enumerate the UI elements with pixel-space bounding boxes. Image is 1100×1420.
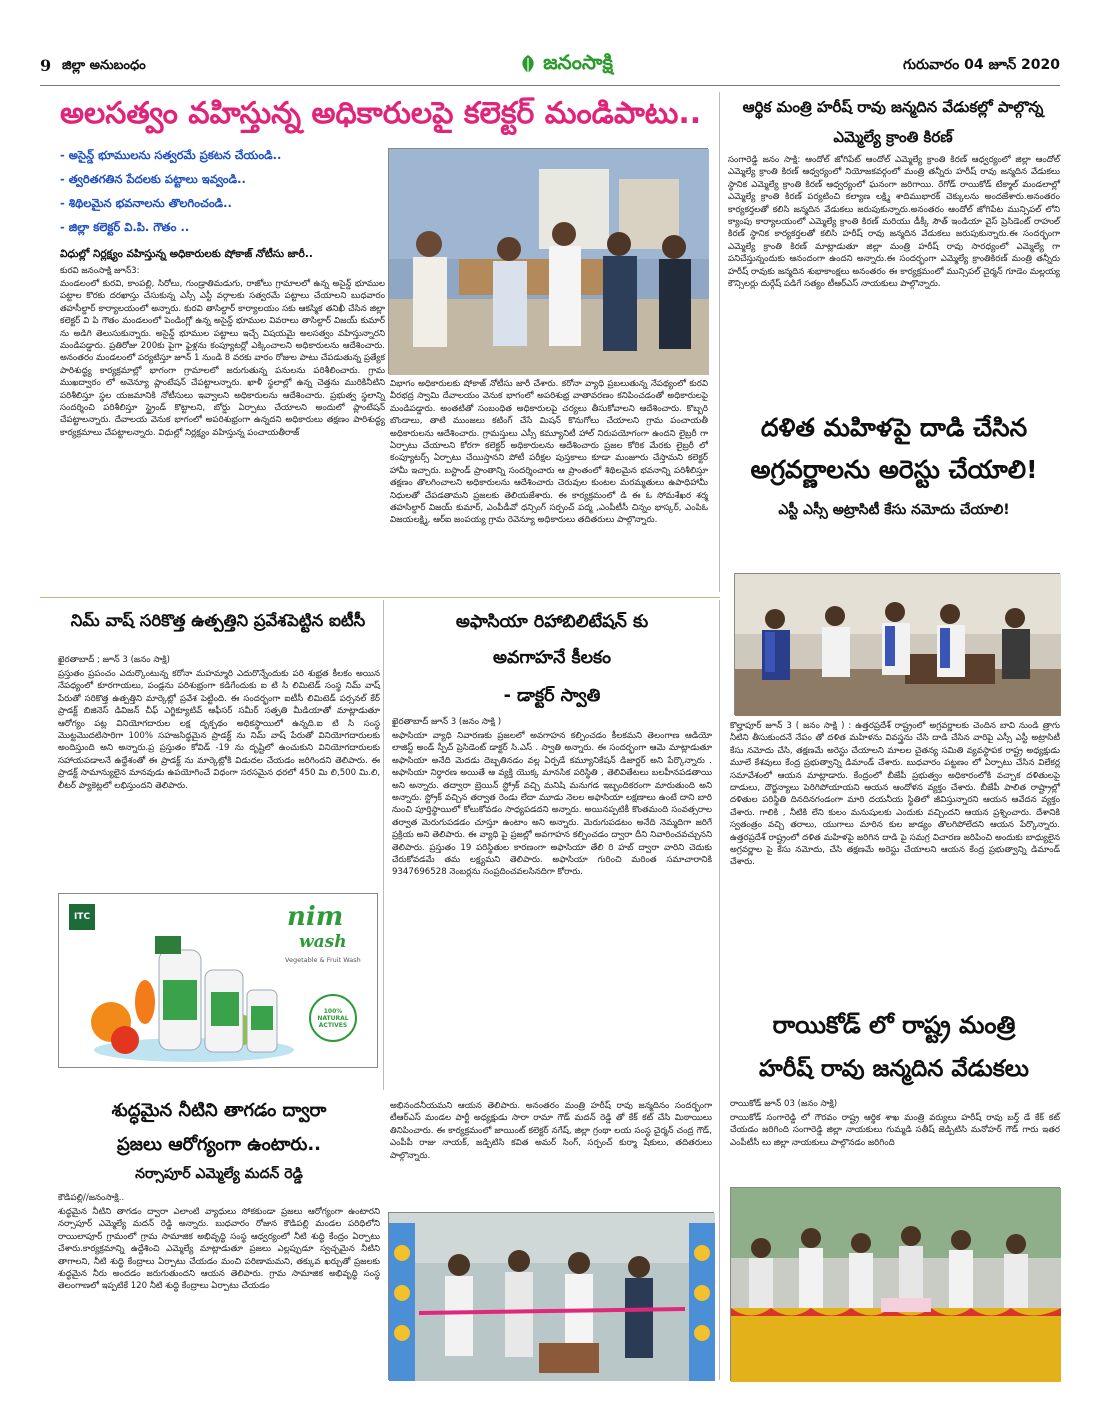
dalitha-headline-line2: అగ్రవర్ణాలను అరెస్టు చేయాలి! xyxy=(750,455,1038,484)
nimwash-headline: నిమ్ వాష్ సరికొత్త ఉత్పత్తిని ప్రవేశపెట్టిన ఐటీసీ xyxy=(70,611,366,630)
water-headline-line3: నర్సాపూర్ ఎమ్మెల్యే మదన్ రెడ్డి xyxy=(135,1166,303,1182)
section-title: జిల్లా అనుబంధం xyxy=(62,58,146,73)
celebration-photo-illustration xyxy=(731,1188,1061,1382)
ad-brand-line2: wash xyxy=(299,932,347,952)
water-body-left: శుద్ధమైన నీటిని తాగడం ద్వారా ఎలాంటి వ్యాధులు సోకకుండా ప్రజలు ఆరోగ్యంగా ఉంటారని నర్సాపూర్ ఎమ్మెల్యే మదన్ రెడ్డి అన్నారు. బుధవారం రోజున కౌడిపల్లి మండల పరిధిలోని రాయిలాపూర్ గ్రామంలో గ్రామ సామాజిక అభివృద్ధి సంస్థ ఆధ్వర్యంలో నీటి శుద్ధి కేంద్రం ఏర్పాటు చేశారు.కార్యక్రమాన్ని ఉద్దేశించి ఎమ్మెల్యే మాట్లాడుతూ ప్రజలు ఎల్లప్పుడూ స్వచ్ఛమైన నీటిని తాగాలని, నీటి శుద్ధి కేంద్రాలు ఏర్పాటు చేయడం మంచి పరిణామమని, తక్కువ ఖర్చుతో ప్రజలకు శుద్ధమైన నీరు అందడం జరుగుతుందని ఆయన తెలిపారు. గ్రామ సామాజిక అభివృద్ధి సంస్థ తెలంగాణలో ఇప్పటికే 120 నీటి శుద్ధి కేంద్రాలు ఏర్పాటు చేయడం xyxy=(58,1207,383,1292)
aphasia-body: అఫాసియా వ్యాధి నివారణకు ప్రజలలో అవగాహన కల్పించడం కీలకమని తెలంగాణ ఆడియో లాజిస్ట్ అండ్ స్పీచ్ ప్రెసిడెంట్ డాక్టర్ సి.ఎస్ . స్వాతి అన్నారు. ఈ సందర్భంగా ఆమె మాట్లాడుతూ అఫాసియా అనేది మెదడు దెబ్బతినడం వల్ల ఏర్పడే కమ్యూనికేషన్ డిజార్డర్ అని పేర్కొన్నారు . అఫాసియా నిర్ధారణ అయితే ఆ వ్యక్తి యొక్క మానసిక పరిస్థితి , తెలివితేటలు బలహీనపడతాయి అని అన్నారు. తద్వారా బ్రెయిన్ స్ట్రోక్ వచ్చి మనిషి మనుగడ ఇబ్బందికరంగా మారుతుంది అని అన్నారు. స్ట్రోక్ వచ్చిన తర్వాత రెండు లేదా మూడు నెలల అఫాసియా లక్షణాలు ఉంటే దాని బారి నుంచి పూర్తిస్థాయిలో కోలుకోవడం సాధ్యపడదని అన్నారు. అయినప్పటికీ కొంతమంది సంవత్సరాల తర్వాత మెరుగుపడడం చూస్తూ ఉంటాం అని అన్నారు. మెరుగుపడటం అనేది నెమ్మదిగా జరిగే ప్రక్రియ అని తెలిపారు. ఈ వ్యాధి పై ప్రజల్లో అవగాహన కల్పించడం ద్వారా దీని నివారించవచ్చునని తెలిపారు. ప్రస్తుతం 19 పరిస్థితుల కారణంగా అఫాసియా తేలి రి హబ్ ద్వారా వారిని చెదుకు చేరుకోవడమే తమ లక్ష్యమని తెలిపారు. అఫాసియా గురించి మరింత సమాచారానికి 9347696528 నెంబర్లను సంప్రదించవలసినదిగా కోరారు. xyxy=(392,731,715,878)
water-inauguration-photo xyxy=(388,1212,714,1380)
raikode-celebration-photo xyxy=(730,1187,1060,1381)
collector-body-left: మండలంలో కురవి, కాంపల్లి, సిరోలు, గుండ్రాతిమడుగు, రాజోలు గ్రామాలలో ఉన్న అసైన్డ్ భూముల పట్టాల కొరకు దరఖాస్తు చేసుకున్న ఎస్సీ ఎస్టీ వర్గాలకు సత్వరమే పట్టాలు చేయాలని బుధవారం తహసీల్దార్ కార్యాలయంలో అన్నారు. కురవి తాసిల్దార్ కార్యాలయం సకు ఆకస్మిక తనిఖీ చేసిన జిల్లా కలెక్టర్ వి పి గౌతం మండలంలో పెండింగ్లో ఉన్న అసైన్డ్ భూముల వివరాలు తాసిల్దార్ విజయ్ కుమార్ ను అడిగి తెలుసుకున్నారు. అసైన్డ్ భూముల పట్టాలు ఇచ్చే విషయమై అలసత్వం వహిస్తున్నారని మండిపడ్డారు. ప్రతిరోజు 200కు పైగా ఫైళ్లను కంప్యూటర్లో ఎక్కించాలని అధికారులను ఆదేశించారు. అనంతరం మండలంలో పర్యటిస్తూ జూన్ 1 నుండి 8 వరకు వారం రోజుల పాటు చేపడుతున్న ప్రత్యేక పారిశుద్ధ్య కార్యక్రమాల్లో భాగంగా గ్రామాలలో జరుగుతున్న పనులను పరిశీలించారు. గ్రామ ముఖద్వారం లో అవెన్యూ ప్లాంటేషన్ చేపట్టాలన్నారు. ఖాళీ స్థలాల్లో ఉన్న చెత్తను మురికినీటిని పరిశీలిస్తూ స్థల యజమానికి నోటీసులు ఇవ్వాలని అధికారులను ఆదేశించారు. ప్రభుత్వ స్థలాన్ని సందర్శించి పరిశీలిస్తూ స్ట్రైండ్ కొట్టాలని, బోర్డు ఏర్పాటు చేయాలని అందులో ప్లాంటేషన్ చేపట్టాలన్నారు. దేవాలయ వెనుక భాగంలో అపరిశుభ్రంగా ఉన్నదని అధికారులు తక్షణం పారిశుద్ధ్య కార్యక్రమాలు చేపట్టాలన్నారు. విధుల్లో నిర్లక్ష్యం వహిస్తున్న పంచాయతీరాజ్ xyxy=(60,279,388,438)
nimwash-body: ప్రస్తుతం ప్రపంచం ఎదుర్కొంటున్న కరోనా మహమ్మారి ఎదురొన్నేందుకు పరి శుభ్రత కీలకం అయిన నేపధ్యంలో కూరగాయలు, పండ్లను పరిశుభ్రంగా కడిగేందుకు ఐ టి సి లిమిటెడ్ సంస్థ నిమ్ వాష్ పేరుతో సరికొత్త ఉత్పత్తిని మార్కెట్లో ప్రవేశ పెట్టింది. ఈ సందర్భంగా ఐటీసీ లిమిటెడ్ పర్సనల్ కేర్ ప్రాడక్ట్ బిజినెస్ డివిజన్ చీఫ్ ఎగ్జిక్యూటివ్ ఆఫీసర్ సమీర్ సత్పతి మీడియాతో మాట్లాడుతూ ఆరోగ్యం పట్ల వినియోగదారుల లక్ష దృక్పథం అధికస్థాయిలో ఉన్నది.ఐ టి సి సంస్థ మొట్టమొదటిసారిగా 100% సహజసిద్ధమైన ప్రాడక్ట్ ను నిమ్ వాష్ పేరుతో వినియోగదారులకు అందిస్తుంది అని అన్నారు.ప్ర ప్రస్తుతం కోవిడ్ -19 ను దృష్టిలో ఉంచుకుని వినియోగదారులకు సహాయపడాలనే ఉద్దేశంతో ఈ ప్రాడక్ట్ ను మార్కెట్లోకి విడుదల చేయడం జరిగిందని తెలిపారు. ఈ ప్రాడక్ట్ సామాన్యులైన మానవుడు ఉపయోగించే విధంగా సరసమైన ధరలో 450 మి లి,500 మి.లి, లీటర్ ప్యాకెట్లలో లభిస్తుందని తెలిపారు. xyxy=(58,669,383,791)
itc-logo xyxy=(69,904,95,930)
collector-bullet: - అసైన్డ్ భూములను సత్వరమే ప్రకటన చేయండి.. xyxy=(60,148,282,162)
collector-inspection-photo xyxy=(388,148,708,374)
collector-photo-illustration xyxy=(389,149,709,375)
ad-brand-line1: nim xyxy=(287,902,344,932)
raikode-body: రాయికోడ్ సంగారెడ్డి లో గౌరవం రాష్ట్ర ఆర్థిక శాఖ మంత్రి వర్యులు హరీష్ రావు బర్త్ డే కేక్ కట్ చేయడం జరిగింది సంగారెడ్డి జిల్లా నాయకులు గుమ్మడి సతీష్ జెడ్పిటిసి మనోహర్ గౌడ్ గారు ఇతర ఎంపీటీసీ లు జిల్లా నాయకులు పాల్గొనడం జరిగింది xyxy=(730,1113,1063,1148)
kranthi-headline: ఆర్థిక మంత్రి హరీష్ రావు జన్మదిన వేడుకల్లో పాల్గొన్న ఎమ్మెల్యే క్రాంతి కిరణ్ xyxy=(742,98,1044,146)
collector-headline: అలసత్వం వహిస్తున్న అధికారులపై కలెక్టర్ మండిపాటు.. xyxy=(60,96,702,131)
collector-body-right: విభాగం అధికారులకు షోకాజ్ నోటీసు జారీ చేశారు. కరోనా వ్యాధి ప్రబలుతున్న నేపథ్యంలో కురవి వీరభద్ర స్వామి దేవాలయం వెనుక భాగంలో అపరిశుభ్ర వాతావరణం కనిపించడంతో అధికారులపై మండిపడ్డారు. అంతటితో సంబంధిత అధికారులపై చర్యలు తీసుకోవాలని ఆదేశించారు. కొబ్బరి బొండాలు, తాటి ముంజలు కటింగ్ చేసే మిషన్ కొనుగోలు చేయాలని గ్రామ పంచాయతీ అధికారులను ఆదేశించారు. గ్రామస్తులు ఎస్సీ కమ్యూనిటీ హాల్ నిరుపయోగంగా ఉందని లైబ్రరీ గా ఏర్పాటు చేయాలని కోరగా కలెక్టర్ అధికారులను ఆదేశించారు ప్రజల కోరిక మేరకు లైబ్రరీ లో కంప్యూటర్స్ ఏర్పాటు చేయిస్తానని పోటీ పరీక్షల పుస్తకాలు కూడా మంజూరు చేస్తామని కలెక్టర్ హామీ ఇచ్చారు. బస్టాండ్ ప్రాంతాన్ని సందర్శించారు ఆ ప్రాంతంలో శిథిలమైన భవనాన్ని పరిశీలిస్తూ తక్షణం తొలగించాలని అధికారులను ఆదేశించారు చెరువుల కుంటల మరమ్మతులు ఉపాధిహామీ నిధులతో చేపడతామని ప్రజలకు తెలియజేశారు. ఈ కార్యక్రమంలో డి ఈ ఓ సోమశేఖర శర్మ తహసిల్దార్ విజయ్ కుమార్, ఎంపీడీవో ధన్సింగ్ సర్పంచ్ పద్మ ,ఎంపీటీసీ చిన్నం భాస్కర్, ఎంపిఓ విజయలక్ష్మి, ఆర్ఐ జంపయ్య గ్రామ రెవెన్యూ అధికారులు తదితరులు పాల్గొన్నారు. xyxy=(390,379,711,526)
logo-text: జనంసాక్షి xyxy=(543,49,613,74)
ad-natural-badge-text: 100% NATURAL ACTIVES xyxy=(317,1007,349,1029)
column-divider xyxy=(719,92,720,592)
page-number: 9 xyxy=(40,56,52,75)
collector-bullet: - జిల్లా కలెక్టర్ వి.పి. గౌతం .. xyxy=(60,220,190,234)
aphasia-dateline: ఖైరతాబాద్ జూన్ 3 (జనం సాక్షి ) xyxy=(392,717,502,727)
masthead xyxy=(40,46,1060,86)
collector-subhead: విధుల్లో నిర్లక్ష్యం వహిస్తున్న అధికారులకు షోకాజ్ నోటీసు జారీ.. xyxy=(60,248,313,260)
collector-bullet: - త్వరితగతిన పేదలకు పట్టాలు ఇవ్వండి.. xyxy=(60,172,246,186)
aphasia-headline-line2: అవగాహనే కీలకం xyxy=(492,648,612,668)
newspaper-logo xyxy=(490,48,640,80)
ad-product-illustration xyxy=(89,930,299,1064)
itc-logo-text: ITC xyxy=(73,912,91,922)
water-body-right: అభినందనీయమని ఆయన తెలిపారు. అనంతరం మంత్రి హరీష్ రావు జన్మదినం సందర్భంగా టీఆర్ఎస్ మండల పార్టీ అధ్యక్షుడు సారా రామా గౌడ్ మదన్ రెడ్డి తో కేక్ కట్ చేసి మిఠాయిలు తినిపించారు. ఈ కార్యక్రమంలో జాయింట్ కలెక్టర్ నగేష్, జిల్లా గ్రంథా లయ సంస్థ చైర్మన్ చంద్ర గౌడ్, ఎంపీపీ రాజు నాయక్, జడ్పిటిసి కవిత అమర్ సింగ్, సర్పంచ్ కుర్మా షేకులు, తదితరులు పాల్గొన్నారు. xyxy=(390,1101,715,1161)
inauguration-photo-illustration xyxy=(389,1213,715,1381)
column-divider xyxy=(383,600,384,1090)
collector-bullet: - శిథిలమైన భవనాలను తొలగించండి.. xyxy=(60,196,232,210)
nimwash-dateline: ఖైరతాబాద్ ; జూన్ 3 (జనం సాక్షి) xyxy=(58,655,171,665)
collector-dateline: కురవి జనంసాక్షి జూన్3: xyxy=(60,266,140,276)
leaf-logo-icon xyxy=(517,53,539,75)
aphasia-headline-line3: - డాక్టర్ స్వాతి xyxy=(503,686,601,706)
water-dateline: కౌడిపల్లి//జనంసాక్షి.. xyxy=(58,1193,125,1203)
protest-photo-illustration xyxy=(735,574,1061,716)
dalitha-subhead: ఎస్టీ ఎస్సీ అట్రాసిటీ కేసు నమోదు చేయాలి! xyxy=(778,502,1010,518)
water-headline-line2: ప్రజలు ఆరోగ్యంగా ఉంటారు.. xyxy=(117,1134,321,1155)
raikode-headline-line1: రాయికోడ్ లో రాష్ట్ర మంత్రి xyxy=(772,1011,1016,1039)
water-headline-line1: శుద్ధమైన నీటిని తాగడం ద్వారా xyxy=(111,1100,327,1121)
raikode-headline-line2: హరీష్ రావు జన్మదిన వేడుకలు xyxy=(759,1056,1029,1082)
issue-date: గురువారం 04 జూన్ 2020 xyxy=(902,57,1060,73)
dalitha-headline-line1: దళిత మహిళపై దాడి చేసిన xyxy=(760,413,1028,442)
dalitha-body: కొల్హాపూర్ జూన్ 3 ( జనం సాక్షి ) : ఉత్తరప్రదేశ్ రాష్ట్రంలో అగ్రవర్ణాలకు చెందిన బావి నుండి త్రాగు నీటిని తీసుకుందనే నేపం తో దళిత మహిళను వివస్త్రను చేసి దాడి చేసిన వారిపై ఎస్సీ ఎస్టీ అట్రాసిటీ కేసు నమోదు చేసి, తక్షణమే అరెస్టు చేయాలని మాలల చైతన్య సమితి వ్యవస్థాపక రాష్ట్ర అధ్యక్షుడు మూలే కేశవులు కేంద్ర ప్రభుత్వాన్ని డిమాండ్ చేశారు. బుధవారం పట్టణం లో ఏర్పాటు చేసిన విలేకర్ల సమావేశంలో ఆయన మాట్లాడారు. కేంద్రంలో బీజేపీ ప్రభుత్వం అధికారంలోకి వచ్చాక దళితులపై దాడులు, దౌర్జన్యాలు పెరిగిపోయాయని ఆయన ఆందోళన వ్యక్తం చేశారు. బీజేపీ పాలిత రాష్ట్రాల్లో దళితుల పరిస్థితి దినదినగండంగా మారి దయనీయ స్థితిలో జీవిస్తున్నారని ఆయన ఆవేదన వ్యక్తం చేశారు. గాలికి , నీటికి లేని కులం మనుషులకు ఎందుకు వచ్చిందని ఆయన ప్రశ్నించారు. దేశానికి స్వతంత్రం వచ్చి తరాలు, యుగాలు మారిన కుల జాడ్యం తొలగిపోలేదని ఆయన పేర్కొన్నారు. ఉత్తరప్రదేశ్ రాష్ట్రంలో దళిత మహిళపై జరిగిన దాడి పై సమగ్ర విచారణ జరిపించి అందుకు బాధ్యులైన అగ్రవర్ణాల పై కేసు నమోదు, చేసి తక్షణమే అరెస్టు చేయాలని ఆయన కేంద్ర ప్రభుత్వాన్ని డిమాండ్ చేశారు. xyxy=(730,721,1063,868)
raikode-dateline: రాయికోడ్ జూన్ 03 (జనం సాక్షి) xyxy=(730,1099,838,1109)
ad-tagline: Vegetable & Fruit Wash xyxy=(285,956,361,964)
ad-natural-badge xyxy=(309,994,357,1042)
kranthi-body: సంగారెడ్డి జనం సాక్షి: ఆందోల్ జోగిపేట్ ఆందోల్ ఎమ్మెల్యే క్రాంతి కిరణ్ ఆధ్వర్యంలో జిల్లా ఆందోల్ ఎమ్మెల్యే క్రాంతి కిరణ్ ఆధ్వర్యంలో నియోజకవర్గంలో మంత్రి తన్నీరు హరీష్ రావు జన్మదిన వేడుకలు స్థానిక ఎమ్మెల్యే క్రాంతి కిరణ్ ఆధ్వర్యంలో ఘనంగా జరిగాయి. రేగోడ్ రాయికోడ్ టేక్మాల్ మండలాల్లో ఎమ్మెల్యే క్రాంతి కిరణ్ పర్యటించి కల్యాణ లక్ష్మి శాదిముభారక్ చెక్కులను అందజేశారు.అనంతరం కార్యకర్తలతో కలిసి జన్మదిన వేడుకలు జరుపుకున్నారు.అనంతరం ఆందోల్ జోగిపేట మున్సిపల్ లోని క్యాంపు కార్యాలయంలో ఎమ్మెల్యే క్రాంతి కిరణ్ మరియు డీక్కీ సౌత్ ఇండియా వైస్ ప్రెసిడెంట్ రాహుల్ కిరణ్ స్థానిక కార్యకర్తలతో కలిసి హరీష్ రావు జన్మదిన వేడుకలు జరుపుకున్నారు.ఈ సందర్భంగా ఎమ్మెల్యే క్రాంతి కిరణ్ మాట్లాడుతూ జిల్లా మంత్రి హరీష్ రావు సారధ్యంలో ఎమ్మెల్యే గా పనిచేస్తున్నందుకు ఆనందంగా ఉందని అన్నారు.ఈ సందర్భంగా ఎమ్మెల్యే క్రాంతికిరణ్ మంత్రి తన్నీరు హరీష్ రావుకు జన్మదిన శుభాకాంక్షలు అనంతరం ఈ కార్యక్రమంలో మున్సిపల్ చైర్మన్ గూడెం మల్లయ్య కౌన్సిలర్లు దుర్గేష్ పడిగే సత్యం టీఆర్ఎస్ నాయకులు పాల్గొన్నారు. xyxy=(728,155,1063,290)
nimwash-advertisement xyxy=(58,893,378,1068)
column-divider xyxy=(719,600,720,1380)
collector-bullets xyxy=(60,148,380,235)
dalitha-protest-photo xyxy=(734,573,1060,715)
section-divider xyxy=(40,597,720,598)
aphasia-headline-line1: అఫాసియా రిహాబిలిటేషన్ కు xyxy=(455,612,649,632)
